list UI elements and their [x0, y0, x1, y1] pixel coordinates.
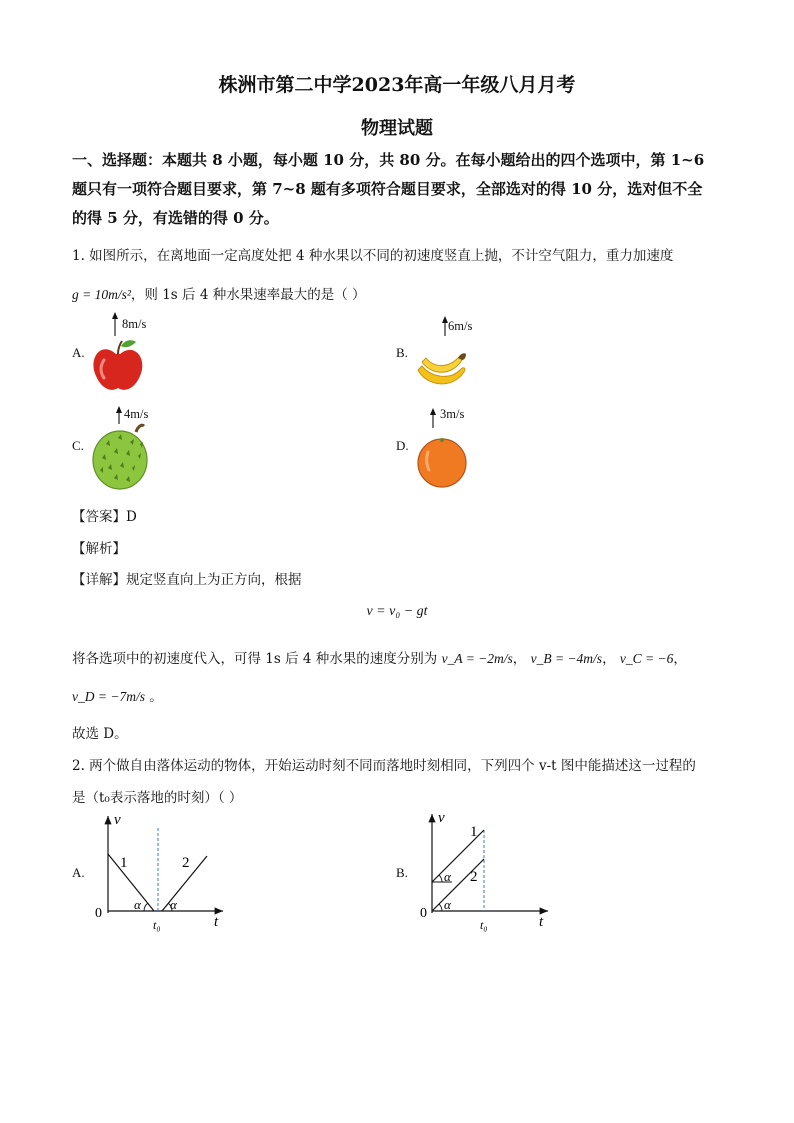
vd-line [72, 685, 163, 705]
t0-label: t₀ [153, 918, 161, 932]
calc-text: 将各选项中的初速度代入，可得 1s 后 4 种水果的速度分别为 [72, 651, 438, 667]
separator: ， [512, 651, 527, 667]
v-axis-label: v [438, 810, 445, 826]
graph-a-label: A. [72, 865, 85, 880]
calc-line [72, 647, 687, 667]
t0-label: t₀ [480, 918, 488, 932]
option-c-label: C. [72, 438, 84, 453]
apple-icon [93, 340, 142, 390]
angle-label: α [444, 869, 451, 884]
v-axis-label: v [114, 812, 121, 828]
option-d-label: D. [396, 438, 409, 453]
option-a-label: A. [72, 345, 85, 360]
angle-label: α [444, 897, 451, 912]
line-1-label: 1 [470, 824, 478, 840]
detail-line [72, 568, 302, 588]
conclusion: 故选 D。 [72, 726, 128, 742]
up-arrow-icon [112, 312, 118, 336]
section-line-3: 的得 5 分，有选错的得 0 分。 [72, 209, 279, 227]
q2-stem-line1: 2. 两个做自由落体运动的物体，开始运动时刻不同而落地时刻相同，下列四个 v-t 图中能描述这一过程的 [72, 758, 696, 774]
banana-icon [418, 353, 466, 384]
graph-line-2 [432, 859, 484, 911]
answer-value: D [126, 509, 137, 525]
angle-label: α [170, 897, 177, 912]
q2-stem-line2: 是（t₀表示落地的时刻）（ ） [72, 790, 243, 806]
origin-label: 0 [95, 906, 102, 921]
t-axis-label: t [214, 914, 219, 930]
option-b-velocity: 6m/s [448, 319, 473, 333]
q1-stem-text: ，则 1s 后 4 种水果速率最大的是（ ） [130, 287, 366, 303]
line-1-label: 1 [120, 855, 128, 871]
graph-b-label: B. [396, 865, 408, 880]
graph-line-1 [108, 854, 154, 911]
origin-label: 0 [420, 906, 427, 921]
section-line-1: 一、选择题：本题共 8 小题，每小题 10 分，共 80 分。在每小题给出的四个选项中，第 1~6 [72, 151, 705, 169]
q1-stem-line1: 1. 如图所示，在离地面一定高度处把 4 种水果以不同的初速度竖直上抛，不计空气阻力，重力加速度 [72, 248, 674, 264]
option-b-label: B. [396, 345, 408, 360]
graph-a [90, 810, 240, 935]
detail-text: 规定竖直向上为正方向，根据 [126, 572, 302, 588]
angle-arc [439, 904, 442, 911]
velocity-formula: v = v₀ − gt [366, 604, 428, 619]
page-subtitle: 物理试题 [361, 118, 433, 139]
angle-arc [439, 875, 442, 882]
page-title: 株洲市第二中学2023年高一年级八月月考 [218, 74, 576, 96]
answer-label: 【答案】 [72, 509, 126, 525]
graph-b [412, 808, 562, 935]
g-formula: g = 10m/s² [72, 287, 131, 302]
option-c-velocity: 4m/s [124, 407, 149, 421]
va-value: v_A = −2m/s [441, 651, 513, 666]
orange-icon [418, 438, 466, 487]
q1-stem-line2 [72, 283, 365, 303]
vb-value: v_B = −4m/s [530, 651, 603, 666]
section-line-2: 题只有一项符合题目要求，第 7~8 题有多项符合题目要求，全部选对的得 10 分，选对但不全 [72, 180, 703, 198]
vd-value: v_D = −7m/s [72, 689, 145, 704]
detail-label: 【详解】 [72, 572, 126, 588]
vc-value: v_C = −6 [619, 651, 674, 666]
section-instructions [72, 146, 732, 233]
answer-line [72, 505, 137, 525]
line-2-label: 2 [182, 855, 190, 871]
durian-icon [93, 425, 147, 489]
line-2-label: 2 [470, 869, 478, 885]
angle-label: α [134, 897, 141, 912]
end-mark: 。 [149, 689, 163, 705]
option-d-velocity: 3m/s [440, 407, 465, 421]
up-arrow-icon [116, 406, 122, 424]
option-a-velocity: 8m/s [122, 317, 147, 331]
angle-arc [144, 903, 148, 911]
analysis-label: 【解析】 [72, 541, 126, 557]
t-axis-label: t [539, 914, 544, 930]
separator: ， [602, 651, 616, 667]
up-arrow-icon [430, 408, 436, 428]
separator: ， [673, 651, 687, 667]
